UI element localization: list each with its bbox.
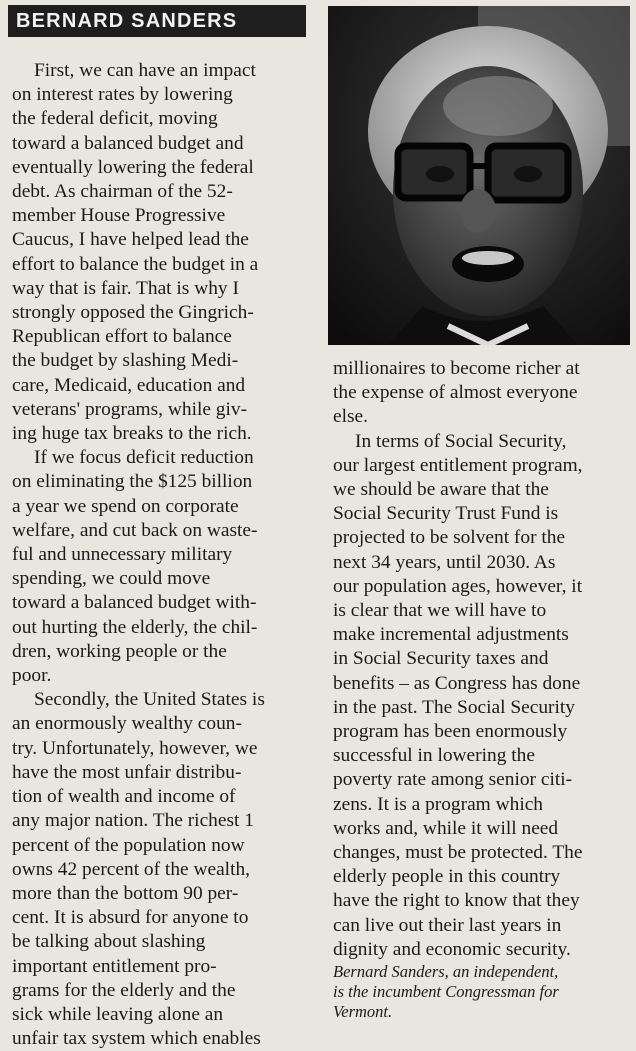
paragraph-social-security: In terms of Social Security, our largest entitlement program, we should be aware that the Social Security Trust Fund is projected to be solvent for the next 34 years, until 2030. As our population ages, however, it is clear that we will have to make incremental adjustments in Social Security taxes and benefits – as Congress has done in the past. The Social Security program has been enormously successful in lowering the poverty rate among senior citi- zens. It is a program which works and, while it will need changes, must be protected. The elderly people in this country have the right to know that they can live out their last years in dignity and economic security.: [333, 430, 583, 960]
paragraph-deficit: First, we can have an impact on interest rates by lowering the federal deficit, moving toward a balanced budget and eventually lowering the federal debt. As chairman of the 52- member House Progressive Caucus, I have helped lead the effort to balance the budget in a way that is fair. That is why I strongly opposed the Gingrich- Republican effort to balance the budget by slashing Medi- care, Medicaid, education and veterans' programs, while giv- ing huge tax breaks to the rich.: [12, 60, 259, 445]
author-credit: Bernard Sanders, an independent, is the incumbent Congressman for Vermont.: [333, 962, 559, 1021]
paragraph-continuation: millionaires to become richer at the expense of almost everyone else.: [333, 358, 580, 428]
portrait-photo: [328, 6, 630, 345]
right-column-text: [333, 357, 630, 962]
left-column-text: [12, 59, 304, 1051]
portrait-photo-icon: [328, 6, 630, 345]
paragraph-corporate-welfare: If we focus deficit reduction on eliminating the $125 billion a year we spend on corporate welfare, and cut back on waste- ful and unnecessary military spending, we could move toward a balanced budget with- out hurting the elderly, the chil- dren, working people or the poor.: [12, 447, 258, 687]
author-name-banner: BERNARD SANDERS: [8, 5, 306, 37]
paragraph-wealth-inequality: Secondly, the United States is an enormously wealthy coun- try. Unfortunately, however, we have the most unfair distribu- tion of wealth and income of any major nation. The richest 1 percent of the population now owns 42 percent of the wealth, more than the bottom 90 per- cent. It is absurd for anyone to be talking about slashing important entitlement pro- grams for the elderly and the sick while leaving alone an unfair tax system which enables: [12, 689, 265, 1050]
